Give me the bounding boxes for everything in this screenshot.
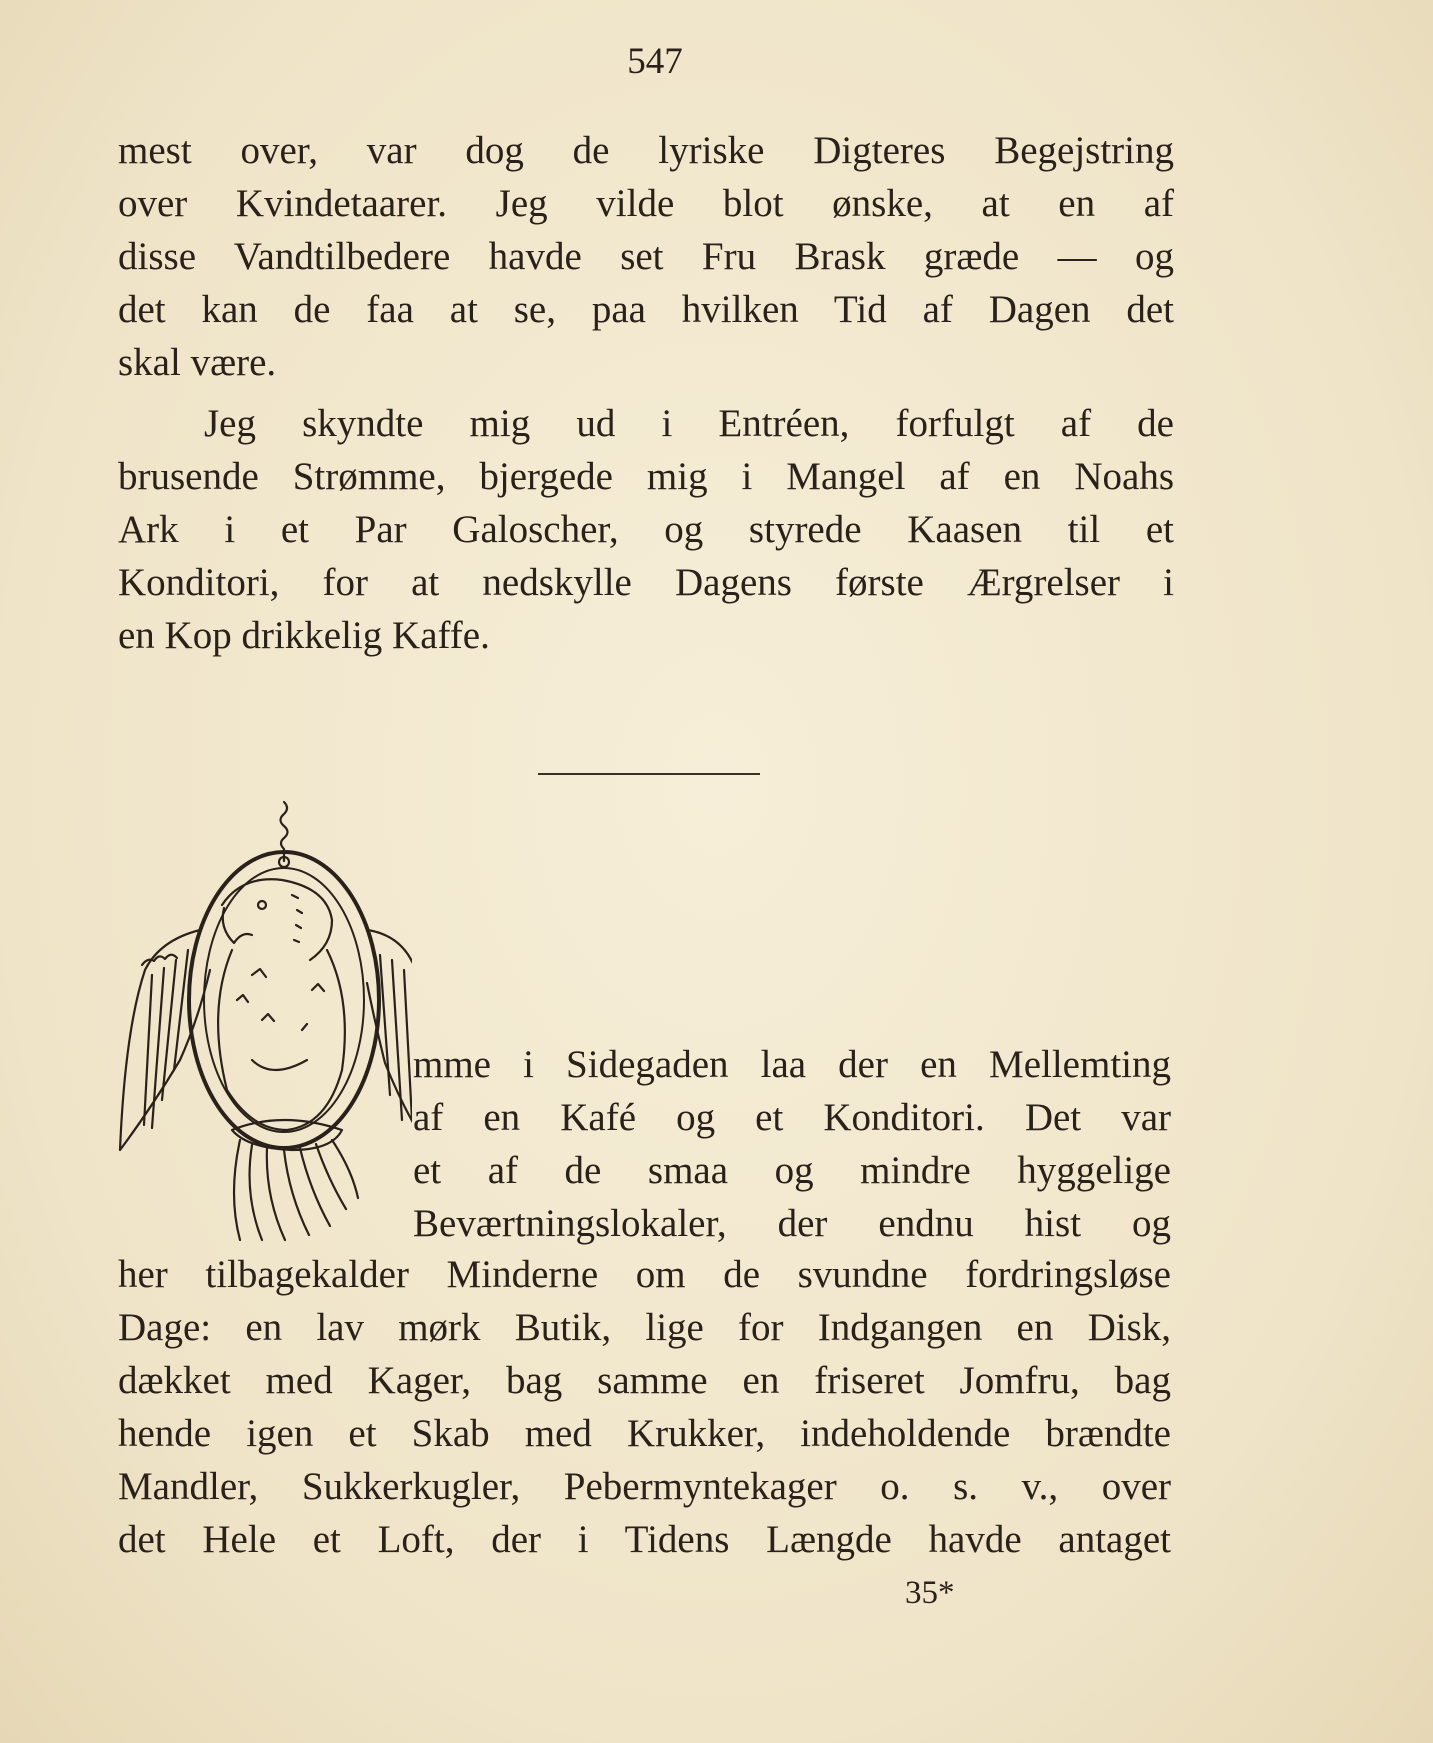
text-line: Jeg skyndte mig ud i Entréen, forfulgt af de [204,402,1174,445]
text-line: Beværtningslokaler, der endnu hist og [413,1202,1171,1245]
text-line: det kan de faa at se, paa hvilken Tid af Dagen det [118,288,1174,331]
text-line: hende igen et Skab med Krukker, indeholdende brændte [118,1412,1171,1455]
text-line: af en Kafé og et Konditori. Det var [413,1096,1171,1139]
signature-mark: 35* [905,1575,955,1611]
text-line: disse Vandtilbedere havde set Fru Brask græde — og [118,235,1174,278]
text-line: Ark i et Par Galoscher, og styrede Kaasen til et [118,508,1174,551]
text-line: brusende Strømme, bjergede mig i Mangel af en Noahs [118,455,1174,498]
page-number: 547 [627,41,683,82]
text-line: her tilbagekalder Minderne om de svundne fordringsløse [118,1253,1171,1296]
text-line: Mandler, Sukkerkugler, Pebermyntekager o. s. v., over [118,1465,1171,1508]
text-line: en Kop drikkelig Kaffe. [118,614,490,657]
text-line: Dage: en lav mørk Butik, lige for Indgangen en Disk, [118,1306,1171,1349]
paragraph-3-beside-initial [413,1038,1171,1250]
paragraph-2 [118,397,1174,662]
text-line: det Hele et Loft, der i Tidens Længde havde antaget [118,1518,1171,1561]
text-line: mme i Sidegaden laa der en Mellemting [413,1043,1171,1086]
text-line: over Kvindetaarer. Jeg vilde blot ønske, at en af [118,182,1174,225]
section-divider [538,773,760,775]
decorative-initial-parrot-icon [112,800,412,1245]
text-line: dækket med Kager, bag samme en friseret Jomfru, bag [118,1359,1171,1402]
text-line: Konditori, for at nedskylle Dagens første Ærgrelser i [118,561,1174,604]
paragraph-1 [118,124,1174,389]
paragraph-3 [118,1248,1171,1566]
text-line: skal være. [118,341,277,384]
text-line: mest over, var dog de lyriske Digteres Begejstring [118,129,1174,172]
text-line: et af de smaa og mindre hyggelige [413,1149,1171,1192]
